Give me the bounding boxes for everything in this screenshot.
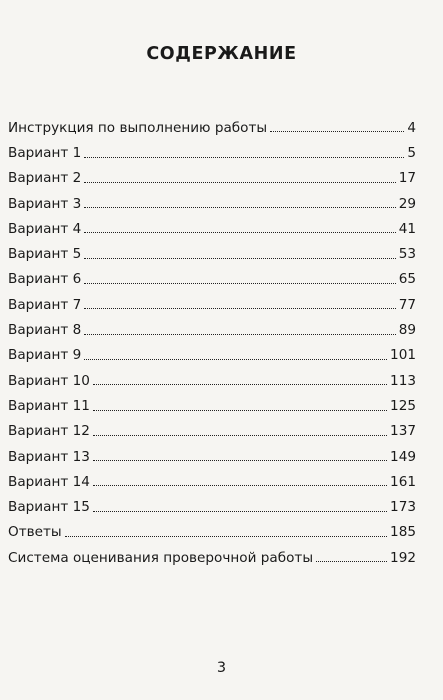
- toc-entry-page: 137: [390, 423, 416, 440]
- dot-leader: [84, 308, 395, 309]
- toc-entry-page: 29: [398, 195, 416, 212]
- dot-leader: [316, 561, 387, 562]
- toc-entry-variant-2[interactable]: [8, 161, 416, 186]
- toc-entry-label: Вариант 15: [8, 499, 90, 516]
- toc-entry-page: 53: [398, 246, 416, 263]
- toc-entry-variant-11[interactable]: [8, 388, 416, 413]
- toc-entry-page: 5: [407, 145, 416, 161]
- toc-entry-label: Вариант 8: [8, 322, 82, 339]
- toc-entry-label: Вариант 2: [8, 170, 82, 187]
- toc-entry-grading-system[interactable]: [8, 540, 416, 565]
- toc-entry-label: Вариант 1: [8, 145, 82, 161]
- page-number: 3: [216, 660, 227, 676]
- dot-leader: [93, 511, 387, 512]
- toc-entry-page: 173: [390, 499, 416, 516]
- toc-entry-instructions[interactable]: [8, 110, 416, 135]
- toc-entry-page: 125: [390, 397, 416, 414]
- toc-entry-page: 65: [398, 271, 416, 288]
- toc-entry-variant-9[interactable]: [8, 338, 416, 363]
- dot-leader: [84, 283, 395, 284]
- toc-entry-page: 185: [390, 524, 416, 541]
- dot-leader: [93, 460, 387, 461]
- toc-entry-label: Вариант 12: [8, 423, 90, 440]
- toc-entry-variant-4[interactable]: [8, 211, 416, 236]
- toc-entry-variant-7[interactable]: [8, 287, 416, 312]
- toc-entry-page: 41: [398, 220, 416, 237]
- toc-entry-variant-15[interactable]: [8, 489, 416, 514]
- dot-leader: [84, 232, 395, 233]
- toc-entry-variant-3[interactable]: [8, 186, 416, 211]
- toc-entry-variant-14[interactable]: [8, 464, 416, 489]
- toc-entry-page: 149: [390, 448, 416, 465]
- toc-entry-page: 161: [390, 473, 416, 490]
- dot-leader: [84, 182, 395, 183]
- toc-entry-variant-1[interactable]: [8, 135, 416, 160]
- toc-entry-label: Вариант 3: [8, 195, 82, 212]
- toc-entry-page: 101: [390, 347, 416, 364]
- toc-entry-label: Вариант 9: [8, 347, 82, 364]
- toc-entry-label: Ответы: [8, 524, 62, 541]
- toc-entry-label: Вариант 6: [8, 271, 82, 288]
- toc-entry-page: 4: [407, 119, 416, 136]
- toc-entry-label: Инструкция по выполнению работы: [8, 119, 268, 136]
- page-title: СОДЕРЖАНИЕ: [146, 44, 297, 64]
- toc-entry-variant-6[interactable]: [8, 262, 416, 287]
- toc-entry-page: 113: [390, 372, 416, 389]
- dot-leader: [84, 334, 395, 335]
- toc-entry-label: Вариант 11: [8, 397, 90, 414]
- dot-leader: [84, 258, 395, 259]
- toc-entry-variant-5[interactable]: [8, 236, 416, 261]
- toc-entry-label: Вариант 10: [8, 372, 90, 389]
- toc-entry-label: Вариант 13: [8, 448, 90, 465]
- toc-entry-label: Вариант 5: [8, 246, 82, 263]
- toc-entry-page: 192: [390, 549, 416, 566]
- toc-entry-variant-10[interactable]: [8, 363, 416, 388]
- toc-entry-label: Вариант 14: [8, 473, 90, 490]
- toc-entry-label: Вариант 7: [8, 296, 82, 313]
- dot-leader: [84, 157, 404, 158]
- dot-leader: [93, 435, 387, 436]
- toc-entry-page: 17: [398, 170, 416, 187]
- dot-leader: [270, 131, 404, 132]
- toc-entry-page: 77: [398, 296, 416, 313]
- dot-leader: [65, 536, 387, 537]
- toc-entry-variant-13[interactable]: [8, 439, 416, 464]
- dot-leader: [93, 384, 387, 385]
- toc-entry-label: Вариант 4: [8, 220, 82, 237]
- table-of-contents: [8, 110, 416, 565]
- dot-leader: [93, 485, 387, 486]
- toc-entry-variant-8[interactable]: [8, 312, 416, 337]
- dot-leader: [84, 207, 395, 208]
- dot-leader: [93, 410, 387, 411]
- toc-entry-answers[interactable]: [8, 515, 416, 540]
- toc-entry-variant-12[interactable]: [8, 414, 416, 439]
- toc-entry-label: Система оценивания проверочной работы: [8, 549, 314, 566]
- dot-leader: [84, 359, 387, 360]
- toc-entry-page: 89: [398, 322, 416, 339]
